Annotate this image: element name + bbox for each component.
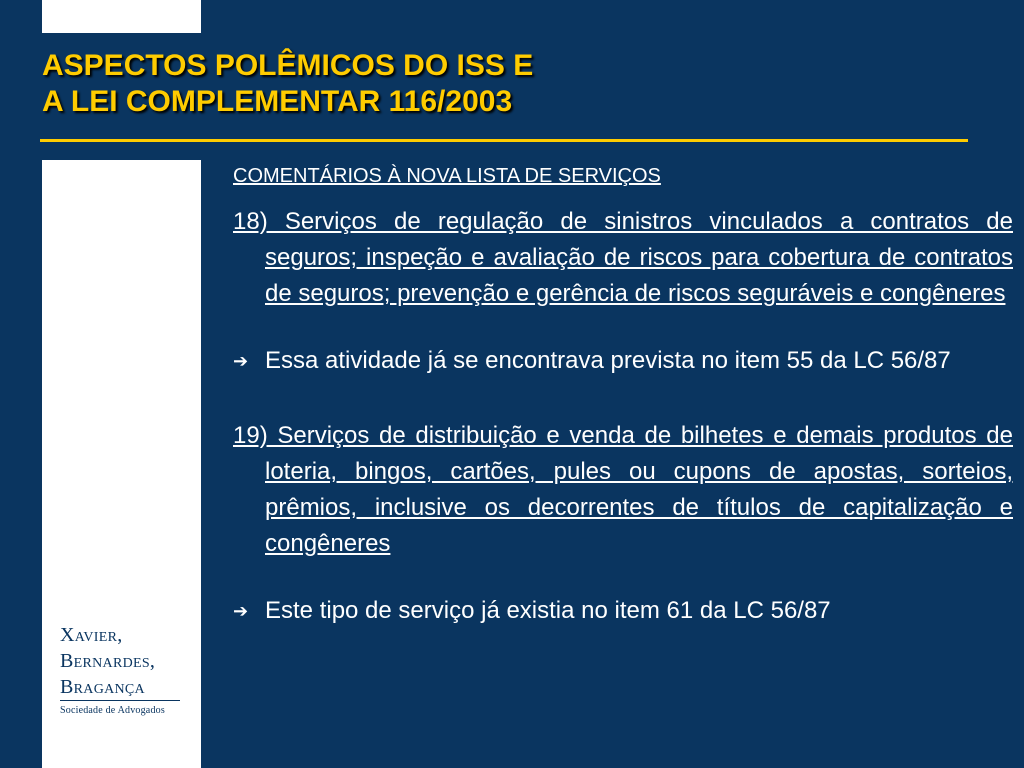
logo-divider (60, 700, 180, 701)
slide-content (233, 162, 1013, 628)
side-panel (42, 160, 201, 768)
slide-title-line-2: A LEI COMPLEMENTAR 116/2003 (42, 85, 513, 118)
logo-subtitle: Sociedade de Advogados (60, 705, 165, 716)
service-item-19: 19) Serviços de distribuição e venda de bilhetes e demais produtos de loteria, bingos, cartões, pules ou cupons de apostas, sorteios, prêmios, inclusive os decorrentes de títulos de capitalização e congêneres (233, 422, 1013, 557)
arrow-right-icon: ➔ (233, 351, 249, 371)
service-item-18: 18) Serviços de regulação de sinistros vinculados a contratos de seguros; inspeção e avaliação de riscos para cobertura de contratos de seguros; prevenção e gerência de riscos seguráveis e congêneres (233, 208, 1013, 307)
logo-line-3: Bragança (60, 676, 145, 698)
firm-logo (60, 622, 190, 717)
service-item-18-note (233, 344, 1013, 378)
section-heading: COMENTÁRIOS À NOVA LISTA DE SERVIÇOS (233, 165, 661, 187)
service-item-18-note-text: Essa atividade já se encontrava prevista no item 55 da LC 56/87 (265, 347, 951, 374)
arrow-right-icon: ➔ (233, 601, 249, 621)
service-item-19-note (233, 594, 1013, 628)
service-item-19-note-text: Este tipo de serviço já existia no item 61 da LC 56/87 (265, 597, 831, 624)
logo-line-2: Bernardes, (60, 650, 156, 672)
title-divider (40, 139, 968, 142)
slide-title-line-1: ASPECTOS POLÊMICOS DO ISS E (42, 49, 534, 82)
logo-line-1: Xavier, (60, 624, 123, 646)
top-white-box (42, 0, 201, 33)
slide-title (42, 48, 533, 120)
